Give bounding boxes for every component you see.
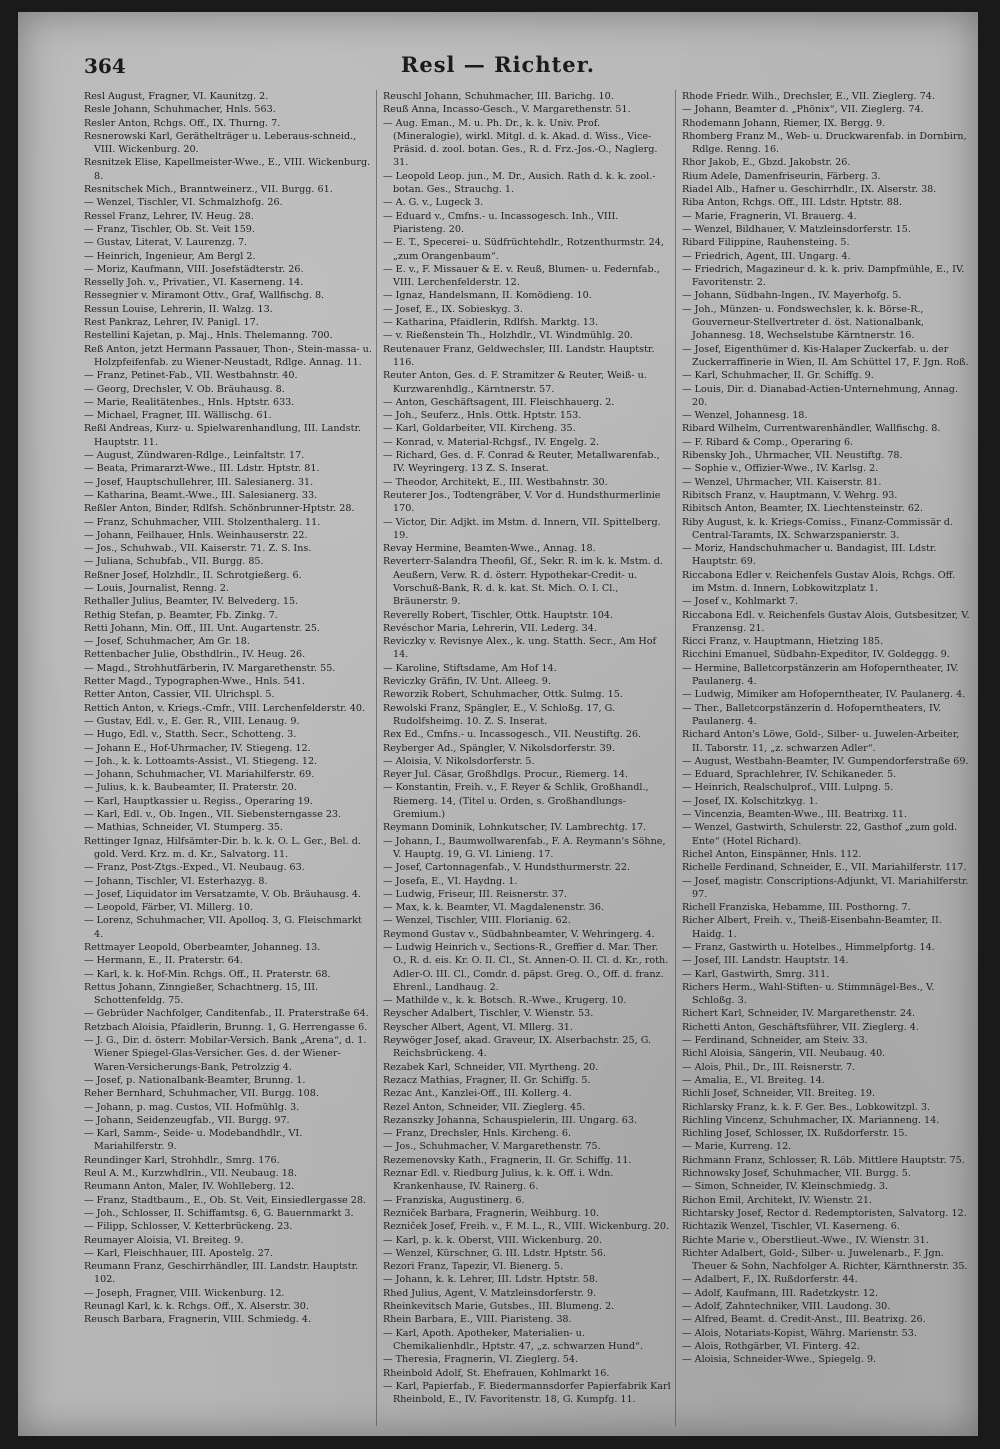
directory-entry: — Beata, Primararzt-Wwe., III. Ldstr. Hptstr. 81. bbox=[84, 463, 320, 475]
directory-entry: — Johann, I., Baumwollwarenfab., F. A. Reymann's Söhne, V. Hauptg. 19, G. VI. Linieng. 17. bbox=[383, 835, 666, 860]
directory-entry: Resle Johann, Schuhmacher, Hnls. 563. bbox=[84, 104, 276, 116]
directory-entry: Richlarsky Franz, k. k. F. Ger. Bes., Lobkowitzpl. 3. bbox=[682, 1101, 931, 1113]
directory-entry: Rettus Johann, Zinngießer, Schachtnerg. 15, III. Schottenfeldg. 75. bbox=[84, 981, 319, 1007]
directory-entry: — Josef, Schuhmacher, Am Gr. 18. bbox=[84, 636, 250, 648]
directory-entry: Reviczky v. Revisnye Alex., k. ung. Statth. Secr., Am Hof 14. bbox=[383, 636, 657, 661]
directory-entry: — Eduard v., Cmfns.- u. Incassogesch. Inh., VIII. Piaristeng. 20. bbox=[383, 210, 619, 235]
directory-entry: — Joh., Münzen- u. Fondswechsler, k. k. Börse-R., Gouverneur-Stellvertreter d. öst. Nationalbank, Johannesg. 18, Wechselstube Kärntnerstr. 16. bbox=[682, 303, 924, 342]
directory-entry: — Theresia, Fragnerin, VI. Zieglerg. 54. bbox=[383, 1354, 579, 1366]
directory-entry: Retzbach Aloisia, Pfaidlerin, Brunng. 1, G. Herrengasse 6. bbox=[84, 1021, 368, 1033]
directory-entry: — Josef, Liquidator im Versatzamte, V. Ob. Bräuhausg. 4. bbox=[84, 888, 362, 900]
page-number: 364 bbox=[84, 54, 126, 78]
directory-entry: — Josef, Eigenthümer d. Kis-Halaper Zuckerfab. u. der Zuckerraffinerie in Wien, II. Am Schüttel 17, F. Jgn. Roß. bbox=[682, 343, 969, 368]
directory-entry: — Alois, Notariats-Kopist, Währg. Marienstr. 53. bbox=[682, 1327, 917, 1339]
directory-entry: Richell Franziska, Hebamme, III. Posthorng. 7. bbox=[682, 902, 911, 914]
directory-entry: — Richard, Ges. d. F. Conrad & Reuter, Metallwarenfab., IV. Weyringerg. 13 Z. S. Inserat. bbox=[383, 450, 660, 475]
directory-entry: Resnitschek Mich., Branntweinerz., VII. Burgg. 61. bbox=[84, 184, 333, 196]
directory-entry: Reuter Anton, Ges. d. F. Stramitzer & Reuter, Weiß- u. Kurzwarenhdlg., Kärntnerstr. 57. bbox=[383, 370, 647, 395]
directory-entry: — Karl, Goldarbeiter, VII. Kircheng. 35. bbox=[383, 423, 576, 435]
directory-entry: — Jos., Schuhwab., VII. Kaiserstr. 71. Z. S. Ins. bbox=[84, 543, 312, 555]
directory-entry: — Wenzel, Tischler, VI. Schmalzhofg. 26. bbox=[84, 197, 283, 209]
directory-entry: — Karl, p. k. k. Oberst, VIII. Wickenburg. 20. bbox=[383, 1234, 603, 1246]
directory-entry: Resselly Joh. v., Privatier., VI. Kaserneng. 14. bbox=[84, 277, 304, 289]
directory-entry: Resl August, Fragner, VI. Kaunitzg. 2. bbox=[84, 91, 269, 102]
directory-entry: — Johann E., Hof-Uhrmacher, IV. Stiegeng. 12. bbox=[84, 742, 311, 754]
directory-entry: Rezanszky Johanna, Schauspielerin, III. Ungarg. 63. bbox=[383, 1114, 638, 1126]
directory-entry: — Marie, Fragnerin, VI. Brauerg. 4. bbox=[682, 210, 857, 222]
directory-entry: Ribitsch Anton, Beamter, IX. Liechtensteinstr. 62. bbox=[682, 503, 924, 515]
directory-entry: — E. T., Specerei- u. Südfrüchtehdlr., Rotzenthurmstr. 24, „zum Orangenbaum“. bbox=[383, 237, 664, 262]
directory-entry: Reyscher Adalbert, Tischler, V. Wienstr. 53. bbox=[383, 1008, 594, 1020]
directory-entry: Rezel Anton, Schneider, VII. Zieglerg. 45. bbox=[383, 1101, 586, 1113]
directory-entry: — Friedrich, Magazineur d. k. k. priv. Dampfmühle, E., IV. Favoritenstr. 2. bbox=[682, 263, 965, 289]
directory-entry: — E. v., F. Missauer & E. v. Reuß, Blumen- u. Federnfab., VIII. Lerchenfelderstr. 12. bbox=[383, 263, 660, 289]
directory-entry: Richtarsky Josef, Rector d. Redemptoristen, Salvatorg. 12. bbox=[682, 1207, 967, 1219]
directory-entry: — Aloisia, V. Nikolsdorferstr. 5. bbox=[383, 755, 535, 767]
directory-entry: Rezacz Mathias, Fragner, II. Gr. Schiffg. 5. bbox=[383, 1074, 591, 1086]
directory-entry: Reyscher Albert, Agent, VI. Mllerg. 31. bbox=[383, 1021, 573, 1033]
directory-entry: Rhein Barbara, E., VIII. Piaristeng. 38. bbox=[383, 1314, 572, 1326]
directory-entry: Reunagl Karl, k. k. Rchgs. Off., X. Alserstr. 30. bbox=[84, 1301, 309, 1313]
directory-entry: Ribitsch Franz, v. Hauptmann, V. Wehrg. 93. bbox=[682, 489, 898, 501]
directory-entry: — Theodor, Architekt, E., III. Westbahnstr. 30. bbox=[383, 476, 608, 488]
directory-entry: Rezac Ant., Kanzlei-Off., III. Kollerg. 4. bbox=[383, 1088, 572, 1100]
directory-entry: Ribard Wilhelm, Currentwarenhändler, Wallfischg. 8. bbox=[682, 423, 941, 435]
directory-entry: Reßler Anton, Binder, Rdlfsh. Schönbrunner-Hptstr. 28. bbox=[84, 503, 355, 515]
directory-entry: — Josefa, E., VI. Haydng. 1. bbox=[383, 875, 518, 887]
directory-entry: — Franz, Stadtbaum., E., Ob. St. Veit, Einsiedlergasse 28. bbox=[84, 1194, 366, 1206]
directory-entry: — Karl, Fleischhauer, III. Apostelg. 27. bbox=[84, 1247, 273, 1259]
directory-entry: Ressun Louise, Lehrerin, II. Walzg. 13. bbox=[84, 303, 273, 315]
directory-entry: Richling Josef, Schlosser, IX. Rußdorferstr. 15. bbox=[682, 1128, 908, 1140]
directory-entry: — Julius, k. k. Baubeamter, II. Praterstr. 20. bbox=[84, 782, 297, 794]
directory-entry: — Gustav, Literat, V. Laurenzg. 7. bbox=[84, 237, 248, 249]
directory-entry: Rewolski Franz, Spängler, E., V. Schloßg. 17, G. Rudolfsheimg. 10. Z. S. Inserat. bbox=[383, 702, 616, 727]
directory-entry: — Franz, Schuhmacher, VIII. Stolzenthalerg. 11. bbox=[84, 516, 321, 528]
directory-entry: Ressel Franz, Lehrer, IV. Heug. 28. bbox=[84, 210, 254, 222]
directory-entry: Reyer Jul. Cäsar, Großhdlgs. Procur., Riemerg. 14. bbox=[383, 769, 629, 781]
directory-entry: Rhode Friedr. Wilh., Drechsler, E., VII. Zieglerg. 74. bbox=[682, 91, 935, 102]
directory-entry: Rhomberg Franz M., Web- u. Druckwarenfab. in Dornbirn, Rdlge. Renng. 16. bbox=[682, 130, 967, 156]
directory-entry: — Karl, Apoth. Apotheker, Materialien- u. Chemikalienhdlr., Hptstr. 47, „z. schwarzen Hund“. bbox=[383, 1327, 643, 1352]
directory-entry: Retter Magd., Typographen-Wwe., Hnls. 541. bbox=[84, 676, 305, 688]
directory-entry: Riccabona Edler v. Reichenfels Gustav Alois, Rchgs. Off. im Mstm. d. Innern, Lobkowitzplatz 1. bbox=[682, 569, 956, 594]
directory-entry: — Aloisia, Schneider-Wwe., Spiegelg. 9. bbox=[682, 1354, 877, 1366]
directory-entry: Reviczky Gräfin, IV. Unt. Alleeg. 9. bbox=[383, 676, 551, 688]
directory-entry: — Franz, Gastwirth u. Hotelbes., Himmelpfortg. 14. bbox=[682, 942, 935, 953]
directory-entry: — Mathilde v., k. k. Botsch. R.-Wwe., Krugerg. 10. bbox=[383, 995, 627, 1007]
directory-entry: Reyberger Ad., Spängler, V. Nikolsdorferstr. 39. bbox=[383, 742, 615, 754]
directory-entry: — Hermine, Balletcorpstänzerin am Hofoperntheater, IV. Paulanerg. 4. bbox=[682, 662, 959, 688]
directory-entry: — Karl, Samm-, Seide- u. Modebandhdlr., VI. Mariahilferstr. 9. bbox=[84, 1128, 303, 1153]
directory-entry: — Franz, Post-Ztgs.-Exped., VI. Neubaug. 63. bbox=[84, 862, 305, 874]
directory-entry: — Johann, p. mag. Custos, VII. Hofmühlg. 3. bbox=[84, 1101, 300, 1113]
directory-entry: Richel Anton, Einspänner, Hnls. 112. bbox=[682, 848, 862, 860]
directory-entry: — Joh., Seuferz., Hnls. Ottk. Hptstr. 153. bbox=[383, 410, 582, 422]
directory-entry: — Michael, Fragner, III. Wällischg. 61. bbox=[84, 410, 272, 422]
directory-entry: Revay Hermine, Beamten-Wwe., Annag. 18. bbox=[383, 543, 596, 555]
directory-entry: Reymond Gustav v., Südbahnbeamter, V. Wehringerg. 4. bbox=[383, 928, 655, 940]
directory-entry: Rhor Jakob, E., Gbzd. Jakobstr. 26. bbox=[682, 157, 851, 169]
directory-entry: — Johann, Tischler, VI. Esterhazyg. 8. bbox=[84, 875, 268, 887]
directory-entry: Rethig Stefan, p. Beamter, Fb. Zinkg. 7. bbox=[84, 609, 278, 621]
directory-entry: — Katharina, Pfaidlerin, Rdlfsh. Marktg. 13. bbox=[383, 317, 599, 329]
directory-entry: — Wenzel, Johannesg. 18. bbox=[682, 410, 808, 422]
directory-entry: — Adalbert, F., IX. Rußdorferstr. 44. bbox=[682, 1274, 858, 1286]
directory-entry: — Karl, Papierfab., F. Biedermannsdorfer Papierfabrik Karl Rheinbold, E., IV. Favoritenstr. 18, G. Kumpfg. 11. bbox=[383, 1380, 671, 1406]
directory-entry: — Adolf, Kaufmann, III. Radetzkystr. 12. bbox=[682, 1287, 879, 1299]
directory-entry: Reywöger Josef, akad. Graveur, IX. Alserbachstr. 25, G. Reichsbrückeng. 4. bbox=[383, 1035, 652, 1060]
directory-entry: — Josef v., Kohlmarkt 7. bbox=[682, 596, 799, 608]
directory-entry: Reverterr-Salandra Theofil, Gf., Sekr. R. im k. k. Mstm. d. Aeußern, Verw. R. d. österr. Hypothekar-Credit- u. Vorschuß-Bank, R. d. k. kat. St. Mich. O. I. Cl., Bräunerstr. 9. bbox=[383, 556, 663, 608]
directory-entry: Reundinger Karl, Strohhdlr., Smrg. 176. bbox=[84, 1154, 280, 1166]
directory-entry: — Karl, Edl. v., Ob. Ingen., VII. Siebensterngasse 23. bbox=[84, 809, 342, 821]
directory-entry: — Joseph, Fragner, VIII. Wickenburg. 12. bbox=[84, 1287, 285, 1299]
directory-entry: — Ignaz, Handelsmann, II. Komödieng. 10. bbox=[383, 290, 592, 302]
directory-entry: Rezniček Josef, Freih. v., F. M. L., R., VIII. Wickenburg. 20. bbox=[383, 1221, 670, 1233]
directory-entry: — Karl, k. k. Hof-Min. Rchgs. Off., II. Praterstr. 68. bbox=[84, 968, 331, 980]
directory-entry: — Ludwig, Mimiker am Hofoperntheater, IV. Paulanerg. 4. bbox=[682, 689, 966, 701]
directory-entry: — Johann, k. k. Lehrer, III. Ldstr. Hptstr. 58. bbox=[383, 1274, 598, 1286]
column-left bbox=[78, 90, 376, 1426]
directory-entry: Reymann Dominik, Lohnkutscher, IV. Lambrechtg. 17. bbox=[383, 822, 647, 834]
directory-entry: Retter Anton, Cassier, VII. Ulrichspl. 5. bbox=[84, 689, 275, 701]
directory-entry: Resnerowski Karl, Geräthelträger u. Leberaus-schneid., VIII. Wickenburg. 20. bbox=[84, 130, 357, 156]
directory-entry: — J. G., Dir. d. österr. Mobilar-Versich. Bank „Arena“, d. 1. Wiener Spiegel-Glas-Versicher. Ges. d. der Wiener-Waren-Versicherungs-Bank, Petrolzzig 4. bbox=[84, 1035, 367, 1073]
directory-entry: Reverelly Robert, Tischler, Ottk. Hauptstr. 104. bbox=[383, 609, 614, 621]
directory-entry: Richers Herm., Wahl-Stiften- u. Stimmnägel-Bes., V. Schloßg. 3. bbox=[682, 981, 935, 1007]
directory-entry: — Hermann, E., II. Praterstr. 64. bbox=[84, 955, 243, 967]
directory-entry: Rhed Julius, Agent, V. Matzleinsdorferstr. 9. bbox=[383, 1287, 597, 1299]
directory-entry: — Franz, Drechsler, Hnls. Kircheng. 6. bbox=[383, 1128, 572, 1140]
directory-entry: — Wenzel, Gastwirth, Schulerstr. 22, Gasthof „zum gold. Ente“ (Hotel Richard). bbox=[682, 822, 958, 847]
directory-entry: — Franz, Petinet-Fab., VII. Westbahnstr. 40. bbox=[84, 370, 298, 382]
directory-entry: — Katharina, Beamt.-Wwe., III. Salesianerg. 33. bbox=[84, 489, 318, 501]
directory-entry: — Marie, Realitätenbes., Hnls. Hptstr. 633. bbox=[84, 396, 295, 408]
directory-entry: — Leopold Leop. jun., M. Dr., Ausich. Rath d. k. k. zool.-botan. Ges., Strauchg. 1. bbox=[383, 170, 656, 196]
directory-entry: — Konrad, v. Material-Rchgsf., IV. Engelg. 2. bbox=[383, 436, 599, 448]
directory-entry: Rex Ed., Cmfns.- u. Incassogesch., VII. Neustiftg. 26. bbox=[383, 729, 642, 741]
directory-entry: Reßner Josef, Holzhdlr., II. Schrotgießerg. 6. bbox=[84, 569, 302, 581]
directory-entry: — Louis, Dir. d. Dianabad-Actien-Unternehmung, Annag. 20. bbox=[682, 383, 958, 408]
directory-entry: — August, Zündwaren-Rdlge., Leinfaltstr. 17. bbox=[84, 450, 305, 462]
directory-entry: — Victor, Dir. Adjkt. im Mstm. d. Innern, VII. Spittelberg. 19. bbox=[383, 516, 661, 541]
directory-entry: — Alois, Rothgärber, VI. Finterg. 42. bbox=[682, 1340, 860, 1352]
directory-entry: — Konstantin, Freih. v., F. Reyer & Schlik, Großhandl., Riemerg. 14, (Titel u. Orden, s. Großhandlungs-Gremium.) bbox=[383, 782, 649, 821]
directory-entry: — Marie, Kurreng. 12. bbox=[682, 1141, 792, 1153]
directory-entry: — Jos., Schuhmacher, V. Margarethenstr. 75. bbox=[383, 1141, 601, 1153]
directory-entry: Reumann Anton, Maler, IV. Wohlleberg. 12. bbox=[84, 1181, 295, 1193]
directory-entry: Reworzik Robert, Schuhmacher, Ottk. Sulmg. 15. bbox=[383, 689, 623, 701]
directory-entry: Reher Bernhard, Schuhmacher, VII. Burgg. 108. bbox=[84, 1088, 319, 1100]
directory-entry: — Moriz, Kaufmann, VIII. Josefstädterstr. 26. bbox=[84, 263, 304, 275]
directory-entry: — Johann, Seidenzeugfab., VII. Burgg. 97. bbox=[84, 1114, 290, 1126]
directory-entry: — Ludwig, Friseur, III. Reisnerstr. 37. bbox=[383, 888, 568, 900]
directory-entry: — v. Rießenstein Th., Holzhdlr., VI. Windmühlg. 20. bbox=[383, 330, 633, 342]
directory-entry: — Johann, Schuhmacher, VI. Mariahilferstr. 69. bbox=[84, 769, 315, 781]
column-right bbox=[676, 90, 974, 1426]
directory-entry: Richli Josef, Schneider, VII. Breiteg. 19. bbox=[682, 1088, 876, 1100]
directory-entry: Rest Pankraz, Lehrer, IV. Panigl. 17. bbox=[84, 317, 259, 329]
directory-entry: — Alfred, Beamt. d. Credit-Anst., III. Beatrixg. 26. bbox=[682, 1314, 926, 1326]
directory-entry: — Josef, III. Landstr. Hauptstr. 14. bbox=[682, 955, 849, 967]
directory-entry: Reß Anton, jetzt Hermann Passauer, Thon-, Stein-massa- u. Holzpfeifenfab. zu Wiener-Neustadt, Rdlge. Annag. 11. bbox=[84, 343, 372, 368]
directory-entry: Restellini Kajetan, p. Maj., Hnls. Thelemanng. 700. bbox=[84, 330, 333, 342]
directory-entry: — Louis, Journalist, Renng. 2. bbox=[84, 582, 230, 594]
directory-entry: — Wenzel, Uhrmacher, VII. Kaiserstr. 81. bbox=[682, 476, 882, 488]
directory-entry: — Josef, magistr. Conscriptions-Adjunkt, VI. Mariahilferstr. 97. bbox=[682, 875, 969, 900]
directory-entry: — Filipp, Schlosser, V. Ketterbrückeng. 23. bbox=[84, 1221, 293, 1233]
directory-entry: — Alois, Phil., Dr., III. Reisnerstr. 7. bbox=[682, 1061, 856, 1073]
directory-entry: — Wenzel, Kürschner, G. III. Ldstr. Hptstr. 56. bbox=[383, 1247, 607, 1259]
directory-entry: — Hugo, Edl. v., Statth. Secr., Schotteng. 3. bbox=[84, 729, 297, 741]
directory-entry: — Heinrich, Realschulprof., VIII. Lulpng. 5. bbox=[682, 782, 894, 794]
columns bbox=[78, 90, 974, 1426]
directory-entry: Rettinger Ignaz, Hilfsämter-Dir. b. k. k. O. L. Ger., Bel. d. gold. Verd. Krz. m. d. Kr., Salvatorg. 11. bbox=[84, 835, 361, 860]
directory-entry: Reumann Franz, Geschirrhändler, III. Landstr. Hauptstr. 102. bbox=[84, 1261, 359, 1286]
directory-entry: Richon Emil, Architekt, IV. Wienstr. 21. bbox=[682, 1194, 873, 1206]
directory-entry: — Gustav, Edl. v., E. Ger. R., VIII. Lenaug. 9. bbox=[84, 715, 300, 727]
directory-entry: Ribensky Joh., Uhrmacher, VII. Neustiftg. 78. bbox=[682, 450, 903, 462]
directory-entry: Reuterer Jos., Todtengräber, V. Vor d. Hundsthurmerlinie 170. bbox=[383, 489, 661, 515]
directory-entry: Riadel Alb., Hafner u. Geschirrhdlr., IX. Alserstr. 38. bbox=[682, 184, 937, 196]
directory-entry: — Karl, Gastwirth, Smrg. 311. bbox=[682, 968, 830, 980]
directory-entry: Rezori Franz, Tapezir, VI. Bienerg. 5. bbox=[383, 1261, 564, 1273]
directory-entry: Reznar Edl. v. Riedburg Julius, k. k. Off. i. Wdn. Krankenhause, IV. Rainerg. 6. bbox=[383, 1168, 614, 1193]
directory-entry: Rezniček Barbara, Fragnerin, Weihburg. 10. bbox=[383, 1207, 600, 1219]
directory-entry: — Josef, p. Nationalbank-Beamter, Brunng. 1. bbox=[84, 1074, 306, 1086]
directory-entry: — Simon, Schneider, IV. Kleinschmiedg. 3. bbox=[682, 1181, 889, 1193]
directory-entry: — Georg, Drechsler, V. Ob. Bräuhausg. 8. bbox=[84, 383, 285, 395]
directory-entry: — Magd., Strohhutfärberin, IV. Margarethenstr. 55. bbox=[84, 662, 336, 674]
directory-entry: Rettmayer Leopold, Oberbeamter, Johanneg. 13. bbox=[84, 942, 321, 953]
directory-entry: — Wenzel, Bildhauer, V. Matzleinsdorferstr. 15. bbox=[682, 223, 911, 235]
directory-entry: — Juliana, Schubfab., VII. Burgg. 85. bbox=[84, 556, 264, 568]
directory-entry: — Josef, Cartonnagenfab., V. Hundsthurmerstr. 22. bbox=[383, 862, 631, 874]
directory-entry: — Josef, E., IX. Sobieskyg. 3. bbox=[383, 303, 523, 315]
directory-entry: — F. Ribard & Comp., Operaring 6. bbox=[682, 436, 854, 448]
directory-entry: Richnowsky Josef, Schuhmacher, VII. Burgg. 5. bbox=[682, 1168, 911, 1180]
directory-entry: — Adolf, Zahntechniker, VIII. Laudong. 30. bbox=[682, 1301, 891, 1313]
directory-entry: — Joh., k. k. Lottoamts-Assist., VI. Stiegeng. 12. bbox=[84, 755, 318, 767]
directory-entry: — Ferdinand, Schneider, am Steiv. 33. bbox=[682, 1035, 868, 1047]
directory-entry: — Karl, Hauptkassier u. Regiss., Operaring 19. bbox=[84, 795, 313, 807]
directory-entry: Reutenauer Franz, Geldwechsler, III. Landstr. Hauptstr. 116. bbox=[383, 343, 655, 368]
directory-entry: Rheinkevitsch Marie, Gutsbes., III. Blumeng. 2. bbox=[383, 1301, 615, 1313]
directory-entry: — Franz, Tischler, Ob. St. Veit 159. bbox=[84, 223, 255, 235]
column-divider bbox=[376, 90, 377, 1426]
directory-entry: — Max, k. k. Beamter, VI. Magdalenenstr. 36. bbox=[383, 902, 605, 914]
directory-entry: — Sophie v., Offizier-Wwe., IV. Karlsg. 2. bbox=[682, 463, 879, 475]
directory-entry: Reumayer Aloisia, VI. Breiteg. 9. bbox=[84, 1234, 244, 1246]
directory-entry: Resnitzek Elise, Kapellmeister-Wwe., E., VIII. Wickenburg. 8. bbox=[84, 157, 371, 182]
directory-entry: Rium Adele, Damenfriseurin, Färberg. 3. bbox=[682, 170, 881, 182]
directory-entry: — Amalia, E., VI. Breiteg. 14. bbox=[682, 1074, 825, 1086]
directory-entry: Rethaller Julius, Beamter, IV. Belvederg. 15. bbox=[84, 596, 299, 608]
directory-entry: — Karoline, Stiftsdame, Am Hof 14. bbox=[383, 662, 557, 674]
directory-entry: — Wenzel, Tischler, VIII. Florianig. 62. bbox=[383, 915, 571, 927]
directory-entry: Richter Adalbert, Gold-, Silber- u. Juwelenarb., F. Jgn. Theuer & Sohn, Nachfolger A. Richter, Kärnthnerstr. 35. bbox=[682, 1247, 968, 1273]
directory-entry: Rezemenovsky Kath., Fragnerin, II. Gr. Schiffg. 11. bbox=[383, 1154, 632, 1166]
directory-entry: Reuschl Johann, Schuhmacher, III. Barichg. 10. bbox=[383, 91, 614, 102]
directory-entry: Rettenbacher Julie, Obsthdlrin., IV. Heug. 26. bbox=[84, 649, 306, 661]
directory-entry: — Eduard, Sprachlehrer, IV. Schikaneder. 5. bbox=[682, 769, 897, 781]
directory-entry: — Friedrich, Agent, III. Ungarg. 4. bbox=[682, 250, 851, 262]
directory-entry: Richling Vincenz, Schuhmacher, IX. Marianneng. 14. bbox=[682, 1114, 940, 1126]
directory-entry: — Josef, Hauptschullehrer, III. Salesianerg. 31. bbox=[84, 476, 314, 488]
directory-entry: — Lorenz, Schuhmacher, VII. Apolloq. 3, G. Fleischmarkt 4. bbox=[84, 915, 362, 940]
directory-entry: Richtazik Wenzel, Tischler, VI. Kaserneng. 6. bbox=[682, 1221, 900, 1233]
directory-entry: Resler Anton, Rchgs. Off., IX. Thurng. 7. bbox=[84, 117, 281, 129]
directory-entry: — Leopold, Färber, VI. Millerg. 10. bbox=[84, 902, 254, 914]
directory-entry: — Franziska, Augustinerg. 6. bbox=[383, 1194, 525, 1206]
directory-entry: — Josef, IX. Kolschitzkyg. 1. bbox=[682, 795, 818, 807]
directory-entry: Reusch Barbara, Fragnerin, VIII. Schmiedg. 4. bbox=[84, 1314, 312, 1326]
directory-entry: Richte Marie v., Oberstlieut.-Wwe., IV. Wienstr. 31. bbox=[682, 1234, 929, 1246]
column-middle bbox=[377, 90, 675, 1426]
directory-entry: Riba Anton, Rchgs. Off., III. Ldstr. Hptstr. 88. bbox=[682, 197, 903, 209]
directory-entry: Richl Aloisia, Sängerin, VII. Neubaug. 40. bbox=[682, 1048, 886, 1060]
column-divider bbox=[675, 90, 676, 1426]
directory-entry: — August, Westbahn-Beamter, IV. Gumpendorferstraße 69. bbox=[682, 755, 969, 767]
directory-entry: — Anton, Geschäftsagent, III. Fleischhauerg. 2. bbox=[383, 396, 615, 408]
directory-entry: Rezabek Karl, Schneider, VII. Myrtheng. 20. bbox=[383, 1061, 599, 1073]
directory-entry: Ribard Filippine, Rauhensteing. 5. bbox=[682, 237, 850, 249]
directory-entry: Rheinbold Adolf, St. Ehefrauen, Kohlmarkt 16. bbox=[383, 1367, 610, 1379]
directory-entry: — Johann, Feilhauer, Hnls. Weinhauserstr. 22. bbox=[84, 529, 308, 541]
directory-entry: Rettich Anton, v. Kriegs.-Cmfr., VIII. Lerchenfelderstr. 40. bbox=[84, 702, 366, 714]
directory-entry: Richetti Anton, Geschäftsführer, VII. Zieglerg. 4. bbox=[682, 1021, 919, 1033]
directory-entry: Riccabona Edl. v. Reichenfels Gustav Alois, Gutsbesitzer, V. Franzensg. 21. bbox=[682, 609, 970, 634]
directory-entry: — Joh., Schlosser, II. Schiffamtsg. 6, G. Bauernmarkt 3. bbox=[84, 1207, 354, 1219]
directory-entry: — A. G. v., Lugeck 3. bbox=[383, 197, 484, 209]
directory-entry: — Moriz, Handschuhmacher u. Bandagist, III. Ldstr. Hauptstr. 69. bbox=[682, 543, 937, 568]
directory-entry: Richert Karl, Schneider, IV. Margarethenstr. 24. bbox=[682, 1008, 916, 1020]
directory-page bbox=[18, 12, 978, 1436]
running-head: Resl — Richter. bbox=[400, 52, 596, 77]
directory-entry: Ressegnier v. Miramont Ottv., Graf, Wallfischg. 8. bbox=[84, 290, 325, 302]
directory-entry: Ricci Franz, v. Hauptmann, Hietzing 185. bbox=[682, 636, 884, 648]
directory-entry: Richelle Ferdinand, Schneider, E., VII. Mariahilferstr. 117. bbox=[682, 862, 967, 874]
directory-entry: Ricchini Emanuel, Südbahn-Expeditor, IV. Goldeggg. 9. bbox=[682, 649, 950, 661]
directory-entry: Reuß Anna, Incasso-Gesch., V. Margarethenstr. 51. bbox=[383, 104, 631, 116]
directory-entry: — Heinrich, Ingenieur, Am Bergl 2. bbox=[84, 250, 256, 262]
directory-entry: — Ther., Balletcorpstänzerin d. Hofoperntheaters, IV. Paulanerg. 4. bbox=[682, 702, 942, 727]
directory-entry: Richmann Franz, Schlosser, R. Löb. Mittlere Hauptstr. 75. bbox=[682, 1154, 965, 1166]
directory-entry: — Johann, Beamter d. „Phönix“, VII. Zieglerg. 74. bbox=[682, 104, 924, 116]
directory-entry: — Vincenzia, Beamten-Wwe., III. Beatrixg. 11. bbox=[682, 809, 908, 821]
directory-entry: Retti Johann, Min. Off., III. Unt. Augartenstr. 25. bbox=[84, 622, 320, 634]
directory-entry: — Johann, Südbahn-Ingen., IV. Mayerhofg. 5. bbox=[682, 290, 902, 302]
directory-entry: — Aug. Eman., M. u. Ph. Dr., k. k. Univ. Prof. (Mineralogie), wirkl. Mitgl. d. k. Akad. d. Wiss., Vice-Präsid. d. zool. botan. Ges., R. d. Frz.-Jos.-O., Naglerg. 31. bbox=[383, 117, 658, 169]
directory-entry: Rhodemann Johann, Riemer, IX. Bergg. 9. bbox=[682, 117, 886, 129]
directory-entry: Richard Anton's Löwe, Gold-, Silber- u. Juwelen-Arbeiter, II. Taborstr. 11, „z. schwarzen Adler“. bbox=[682, 729, 960, 754]
directory-entry: Reul A. M., Kurzwhdlrin., VII. Neubaug. 18. bbox=[84, 1168, 297, 1180]
directory-entry: Revéschor Maria, Lehrerin, VII. Lederg. 34. bbox=[383, 622, 597, 634]
directory-entry: — Mathias, Schneider, VI. Stumperg. 35. bbox=[84, 822, 283, 834]
directory-entry: Richer Albert, Freih. v., Theiß-Eisenbahn-Beamter, II. Haidg. 1. bbox=[682, 915, 942, 940]
directory-entry: Riby August, k. k. Kriegs-Comiss., Finanz-Commissär d. Central-Taramts, IX. Schwarzspanierstr. 3. bbox=[682, 516, 953, 541]
directory-entry: — Karl, Schuhmacher, II. Gr. Schiffg. 9. bbox=[682, 370, 874, 382]
directory-entry: — Gebrüder Nachfolger, Canditenfab., II. Praterstraße 64. bbox=[84, 1008, 369, 1020]
directory-entry: — Ludwig Heinrich v., Sections-R., Greffier d. Mar. Ther. O., R. d. eis. Kr. O. II. Cl., St. Annen-O. II. Cl. d. Kr., roth. Adler-O. III. Cl., Comdr. d. päpst. Greg. O., Off. d. franz. Ehrenl., Landhaug. 2. bbox=[383, 942, 669, 993]
directory-entry: Reßl Andreas, Kurz- u. Spielwarenhandlung, III. Landstr. Hauptstr. 11. bbox=[84, 423, 362, 448]
